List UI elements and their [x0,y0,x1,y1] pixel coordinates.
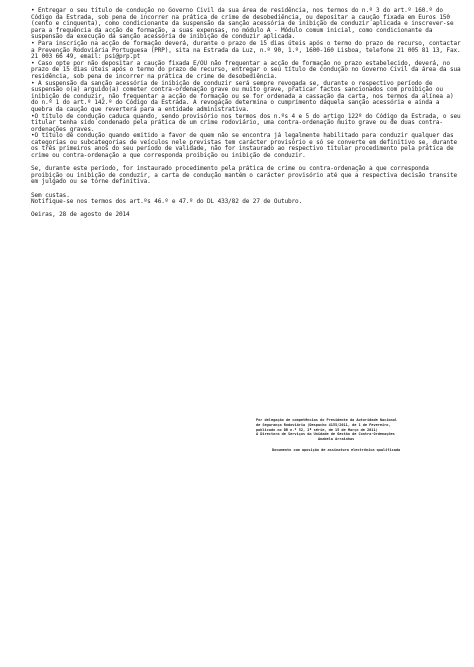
paragraph-provisional-note: Se, durante este período, for instaurado procedimento pela prática de crime ou contra-ordenação a que corresponda proibição ou inibição de conduzir, a carta de condução mantém o carácter provisório até que a respectiva decisão transite em julgado ou se torne definitiva. [31,165,457,186]
signature-line: publicado no DR n.º 52, 2ª série, de 15 de Março de 2011) [256,427,378,432]
notification-text: Notifique-se nos termos dos art.ºs 46.º e 47.º do DL 433/82 de 27 de Outubro. [31,198,303,206]
document-body [31,8,461,219]
paragraph-suspension-revoked: • A suspensão da sanção acessória de inibição de conduzir será sempre revogada se, durante o respectivo período de suspensão o(a) arguido(a) cometer contra-ordenação grave ou muito grave, praticar factos sancionados com proibição ou inibição de conduzir, não frequentar a acção de formação ou se for ordenada a cassação da carta, nos termos da alínea a) do n.º 1 do art.º 142.º do Código da Estrada. A revogação determina o cumprimento daquela sanção acessória e ainda a quebra da caução que reverterá para a entidade administrativa. [31,79,454,113]
signature-block [256,418,461,453]
paragraph-training-registration: • Para inscrição na acção de formação deverá, durante o prazo de 15 dias úteis após o termo do prazo de recurso, contactar a Prevenção Rodoviária Portuguesa (PRP), sita na Estrada da Luz, n.º 90, 1.º, 1600-160 Lisboa, telefone 21 005 81 13, Fax. 21 003 66 49, email: psi@prp.pt [31,39,461,61]
date-place: Oeiras, 28 de agosto de 2014 [31,211,130,219]
spacer [31,186,461,193]
costs-text: Sem custas. [31,191,70,199]
paragraph-license-expiry: •O título de condução caduca quando, sendo provisório nos termos dos n.ºs 4 e 5 do artigo 122º do Código da Estrada, o seu titular tenha sido condenado pela prática de um crime rodoviário, uma contra-ordenação muito grave ou de duas contra-ordenações graves. [31,112,461,133]
signature-line: de Segurança Rodoviária (Despacho 4155/2011, de 1 de Fevereiro, [256,422,391,427]
signature-line: A Directora de Serviços da Unidade de Gestão de Contra-Ordenações [256,432,395,437]
signature-line: Por delegação de competências do Presidente da Autoridade Nacional [256,418,397,422]
digital-signature-note: Documento com aposição de assinatura electrónica qualificada [272,447,401,452]
paragraph-no-deposit: • Caso opte por não depositar a caução fixada E/OU não frequentar a acção de formação no prazo estabelecido, deverá, no prazo de 15 dias úteis após o termo do prazo de recurso, entregar o seu título de condução no Governo Civil da área da sua residência, sob pena de incorrer na prática de crime de desobediência. [31,59,461,80]
signatory-name: Anabela Arrainhas [318,437,355,442]
paragraph-deliver-license: • Entregar o seu título de condução no Governo Civil da sua área de residência, nos termos do n.º 3 do art.º 160.º do Código da Estrada, sob pena de incorrer na prática de crime de desobediência, ou depositar a caução fixada em Euros 150 (cento e cinquenta), como condicionante da suspensão da sanção acessória de inibição de conduzir aplicada e inscrever-se para a frequência da acção de formação, a suas expensas, no módulo A - Módulo comum inicial, como condicionante da suspensão da execução da sanção acessória de inibição de conduzir aplicada. [31,7,454,41]
paragraph-provisional-license: •O título de condução quando emitido a favor de quem não se encontra já legalmente habilitado para conduzir qualquer das categorias ou subcategorias de veículos nele previstas tem carácter provisório e só se converte em definitivo se, durante os três primeiros anos do seu período de validade, não for instaurado ao respectivo titular procedimento pela prática de crime ou contra-ordenação a que corresponda proibição ou inibição de conduzir. [31,132,457,160]
